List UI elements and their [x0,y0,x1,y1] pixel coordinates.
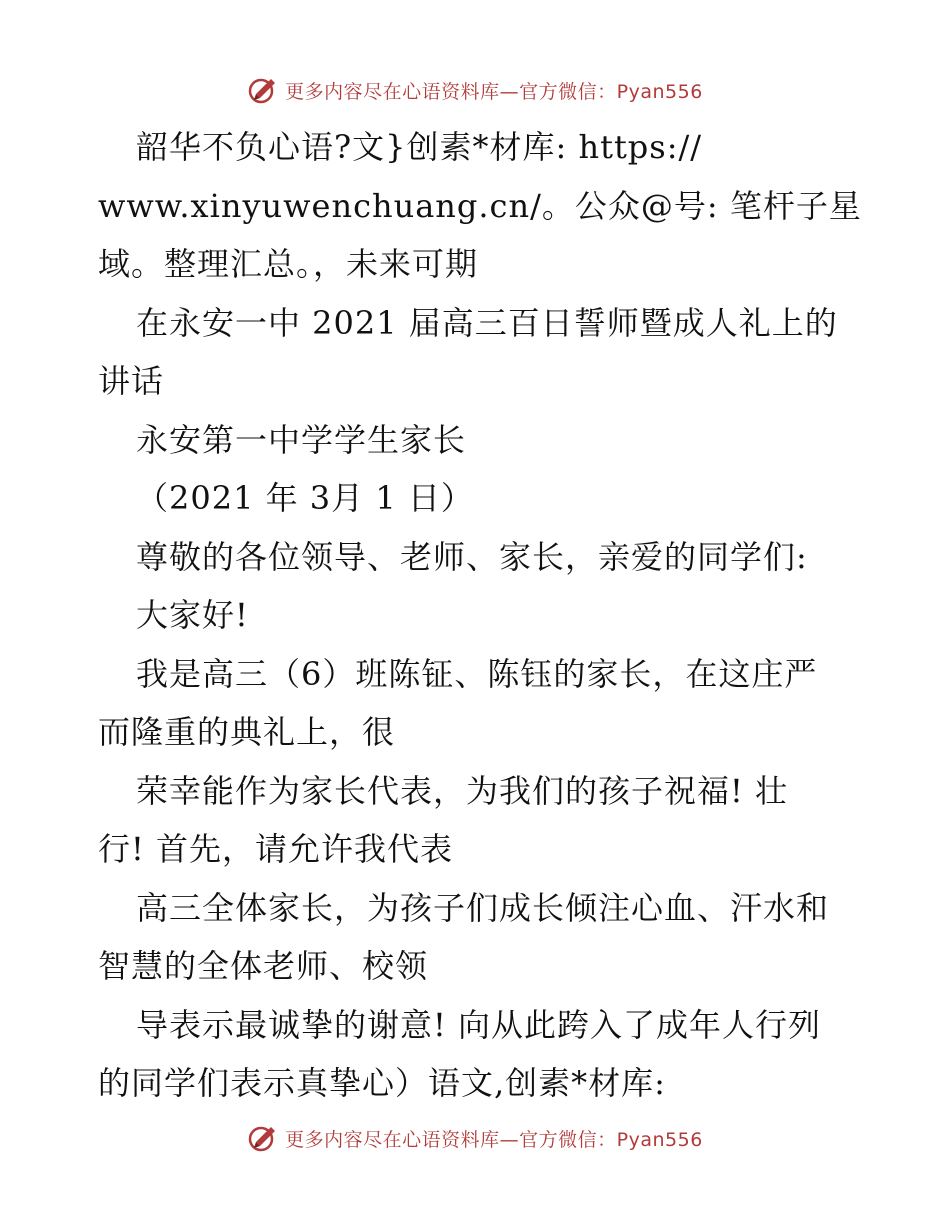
pen-logo-icon [247,74,279,106]
text-line: www.xinyuwenchuang.cn/。公众@号: 笔杆子星 [98,186,862,225]
footer-banner [0,1118,950,1158]
pen-logo-icon [247,1122,279,1154]
header-banner [0,70,950,110]
document-body [98,118,862,1113]
text-line: 韶华不负心语?文}创素*材库: https:// [136,128,703,166]
text-line: 而隆重的典礼上，很 [98,713,396,751]
text-line: 大家好! [136,596,249,634]
text-line: 我是高三（6）班陈钲、陈钰的家长，在这庄严 [136,654,818,693]
text-line: （2021 年 3月 1 日） [136,479,474,517]
text-line: 荣幸能作为家长代表，为我们的孩子祝福! 壮 [136,771,789,810]
footer-banner-text: 更多内容尽在心语资料库—官方微信：Pyan556 [285,1128,703,1151]
text-line: 行! 首先，请允许我代表 [98,830,454,868]
text-line: 永安第一中学学生家长 [136,420,467,459]
text-line: 域。整理汇总。，未来可期 [98,245,479,283]
text-line: 高三全体家长，为孩子们成长倾注心血、汗水和 [136,888,830,927]
text-line: 在永安一中 2021 届高三百日誓师暨成人礼上的 [136,303,838,342]
text-line: 的同学们表示真挚心）语文,创素*材库: [98,1064,666,1102]
header-banner-text: 更多内容尽在心语资料库—官方微信：Pyan556 [285,80,703,103]
text-line: 讲话 [98,362,165,400]
text-line: 智慧的全体老师、校领 [98,947,429,985]
text-line: 导表示最诚挚的谢意! 向从此跨入了成年人行列 [136,1005,822,1044]
text-line: 尊敬的各位领导、老师、家长，亲爱的同学们: [136,537,808,576]
